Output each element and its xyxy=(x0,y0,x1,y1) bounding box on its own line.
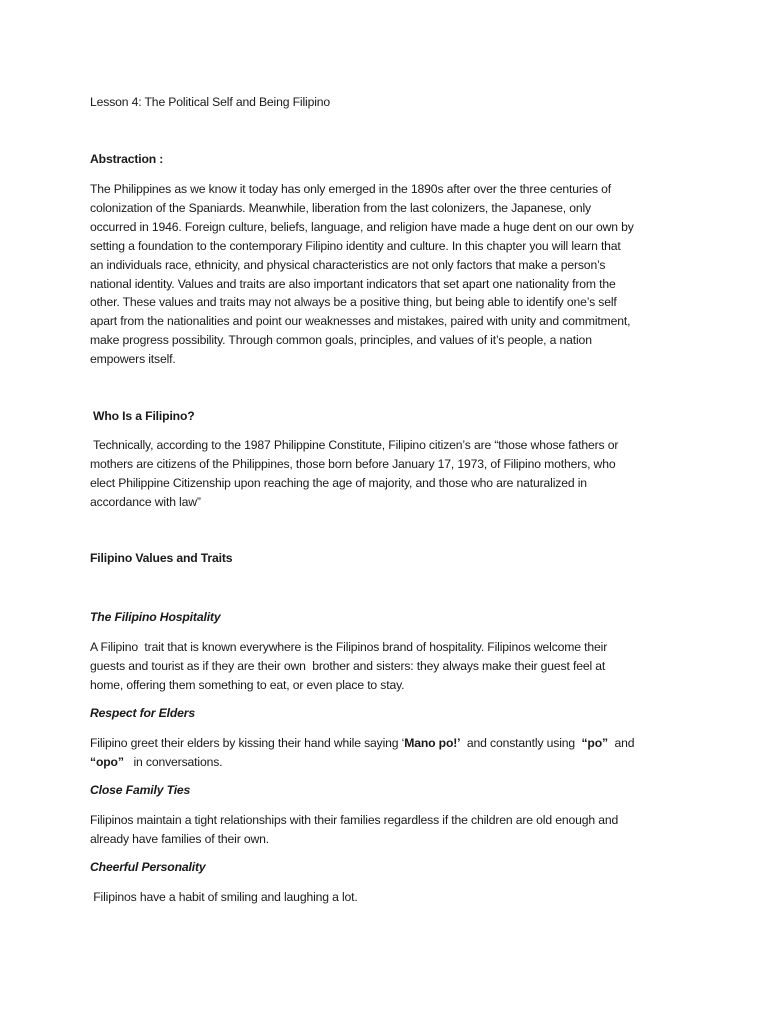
values-traits-heading: Filipino Values and Traits xyxy=(90,551,233,565)
elders-heading: Respect for Elders xyxy=(90,706,195,720)
paragraph-line: empowers itself. xyxy=(90,352,176,367)
paragraph-line: Technically, according to the 1987 Philippine Constitute, Filipino citizen’s are “those whose fathers or xyxy=(90,438,619,452)
abstraction-heading: Abstraction : xyxy=(90,152,164,166)
paragraph-line: accordance with law” xyxy=(90,494,201,509)
paragraph-line: occurred in 1946. Foreign culture, beliefs, language, and religion have made a huge dent on our own by xyxy=(90,219,634,234)
abstraction-paragraph xyxy=(90,180,690,369)
paragraph-line xyxy=(90,734,690,753)
paragraph-line: an individuals race, ethnicity, and physical characteristics are not only factors that make a person’s xyxy=(90,257,606,272)
paragraph-line: Filipinos have a habit of smiling and laughing a lot. xyxy=(90,890,358,904)
paragraph-line: mothers are citizens of the Philippines, those born before January 17, 1973, of Filipino mothers, who xyxy=(90,456,616,471)
paragraph-line: elect Philippine Citizenship upon reaching the age of majority, and those who are naturalized in xyxy=(90,475,587,490)
family-heading: Close Family Ties xyxy=(90,783,191,797)
cheerful-heading: Cheerful Personality xyxy=(90,860,206,874)
cheerful-paragraph xyxy=(90,888,690,907)
elders-paragraph xyxy=(90,734,690,772)
elders-text: and xyxy=(607,736,635,750)
paragraph-line xyxy=(90,753,690,772)
paragraph-line: colonization of the Spaniards. Meanwhile, liberation from the last colonizers, the Japanese, only xyxy=(90,200,592,215)
paragraph-line: already have families of their own. xyxy=(90,831,270,846)
elders-text: in conversations. xyxy=(123,754,223,769)
paragraph-line: setting a foundation to the contemporary Filipino identity and culture. In this chapter you will learn that xyxy=(90,238,621,253)
who-is-filipino-heading: Who Is a Filipino? xyxy=(93,409,195,423)
mano-po-phrase: Mano po!’ xyxy=(404,736,461,750)
paragraph-line: guests and tourist as if they are their own brother and sisters: they always make their guest feel at xyxy=(90,658,606,673)
who-is-filipino-paragraph xyxy=(90,436,690,512)
paragraph-line: A Filipino trait that is known everywhere is the Filipinos brand of hospitality. Filipinos welcome their xyxy=(90,640,608,654)
lesson-title: Lesson 4: The Political Self and Being Filipino xyxy=(90,95,331,109)
opo-phrase: “opo” xyxy=(90,754,124,769)
paragraph-line: national identity. Values and traits are also important indicators that set apart one nationality from the xyxy=(90,276,616,291)
paragraph-line: make progress possibility. Through common goals, principles, and values of it’s people, a nation xyxy=(90,333,592,348)
paragraph-line: other. These values and traits may not always be a positive thing, but being able to identify one’s self xyxy=(90,295,617,310)
hospitality-heading: The Filipino Hospitality xyxy=(90,610,221,624)
family-paragraph xyxy=(90,811,690,849)
elders-text: Filipino greet their elders by kissing their hand while saying ‘ xyxy=(90,736,405,750)
hospitality-paragraph xyxy=(90,638,690,695)
paragraph-line: home, offering them something to eat, or even place to stay. xyxy=(90,677,405,692)
paragraph-line: apart from the nationalities and point our weaknesses and mistakes, paired with unity and commitment, xyxy=(90,314,631,329)
paragraph-line: Filipinos maintain a tight relationships with their families regardless if the children are old enough and xyxy=(90,813,619,827)
po-phrase: “po” xyxy=(581,736,608,750)
elders-text: and constantly using xyxy=(460,736,582,750)
paragraph-line: The Philippines as we know it today has only emerged in the 1890s after over the three centuries of xyxy=(90,182,612,196)
